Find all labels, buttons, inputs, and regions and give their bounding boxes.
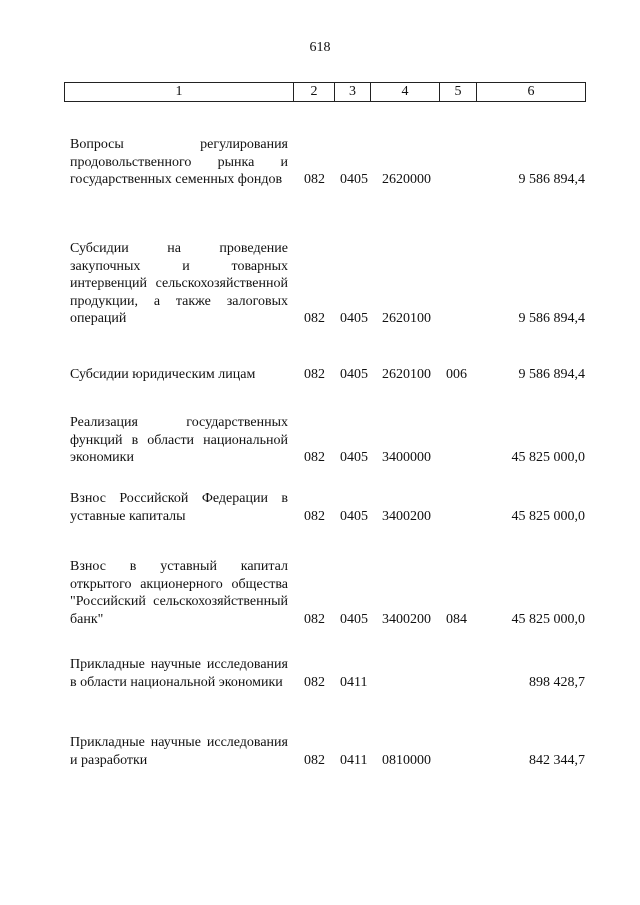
row-code-section: 0405	[340, 172, 368, 187]
table-row	[70, 656, 585, 691]
row-name: Субсидии юридическим лицам	[70, 367, 256, 382]
column-header-4: 4	[371, 83, 440, 101]
row-code-ministry: 082	[304, 611, 325, 627]
row-code-section: 0405	[340, 611, 368, 627]
column-header-1: 1	[65, 83, 294, 101]
row-amount: 9 586 894,4	[518, 172, 585, 187]
column-header-5: 5	[440, 83, 477, 101]
row-code-ministry: 082	[304, 450, 325, 465]
row-amount: 898 428,7	[529, 674, 585, 690]
row-code-section: 0405	[340, 367, 368, 382]
row-code-ministry: 082	[304, 752, 325, 768]
row-amount: 45 825 000,0	[511, 450, 585, 465]
row-code-target: 2620100	[382, 311, 431, 326]
row-name: Субсидии на проведение закупочных и товарных интервенций сельскохозяйственной продукции, а также залоговых операций	[70, 241, 288, 326]
row-name: Прикладные научные исследования и разработки	[70, 735, 288, 768]
row-code-ministry: 082	[304, 172, 325, 187]
table-row	[70, 136, 585, 189]
row-code-target: 3400200	[382, 611, 431, 627]
column-header-2: 2	[294, 83, 335, 101]
row-code-target: 2620100	[382, 367, 431, 382]
row-code-ministry: 082	[304, 311, 325, 326]
row-name: Взнос Российской Федерации в уставные капиталы	[70, 491, 288, 524]
table-row	[70, 490, 585, 525]
row-name: Прикладные научные исследования в области национальной экономики	[70, 657, 288, 690]
page-number: 618	[309, 40, 331, 55]
row-code-ministry: 082	[304, 367, 325, 382]
row-amount: 9 586 894,4	[518, 367, 585, 382]
table-row	[70, 734, 585, 769]
row-name: Взнос в уставный капитал открытого акционерного общества "Российский сельскохозяйственный банк"	[70, 559, 288, 627]
row-code-ministry: 082	[304, 508, 325, 524]
row-amount: 9 586 894,4	[518, 311, 585, 326]
column-header-6: 6	[527, 84, 535, 99]
table-row	[70, 366, 585, 384]
column-header-row	[64, 82, 586, 102]
row-amount: 45 825 000,0	[511, 508, 585, 524]
row-name: Вопросы регулирования продовольственного рынка и государственных семенных фондов	[70, 137, 288, 187]
column-header-3: 3	[335, 83, 371, 101]
row-code-expense-type: 006	[446, 367, 467, 382]
row-code-expense-type: 084	[446, 611, 467, 627]
table-row	[70, 240, 585, 328]
row-code-target: 0810000	[382, 752, 431, 768]
row-code-section: 0405	[340, 311, 368, 326]
row-code-section: 0411	[340, 752, 368, 768]
table-row	[70, 558, 585, 628]
row-amount: 45 825 000,0	[511, 611, 585, 627]
row-code-target: 2620000	[382, 172, 431, 187]
row-code-target: 3400000	[382, 450, 431, 465]
row-amount: 842 344,7	[529, 752, 585, 768]
row-code-ministry: 082	[304, 674, 325, 690]
row-code-section: 0405	[340, 450, 368, 465]
row-name: Реализация государственных функций в области национальной экономики	[70, 415, 288, 465]
row-code-section: 0411	[340, 674, 368, 690]
row-code-target: 3400200	[382, 508, 431, 524]
row-code-section: 0405	[340, 508, 368, 524]
table-row	[70, 414, 585, 467]
